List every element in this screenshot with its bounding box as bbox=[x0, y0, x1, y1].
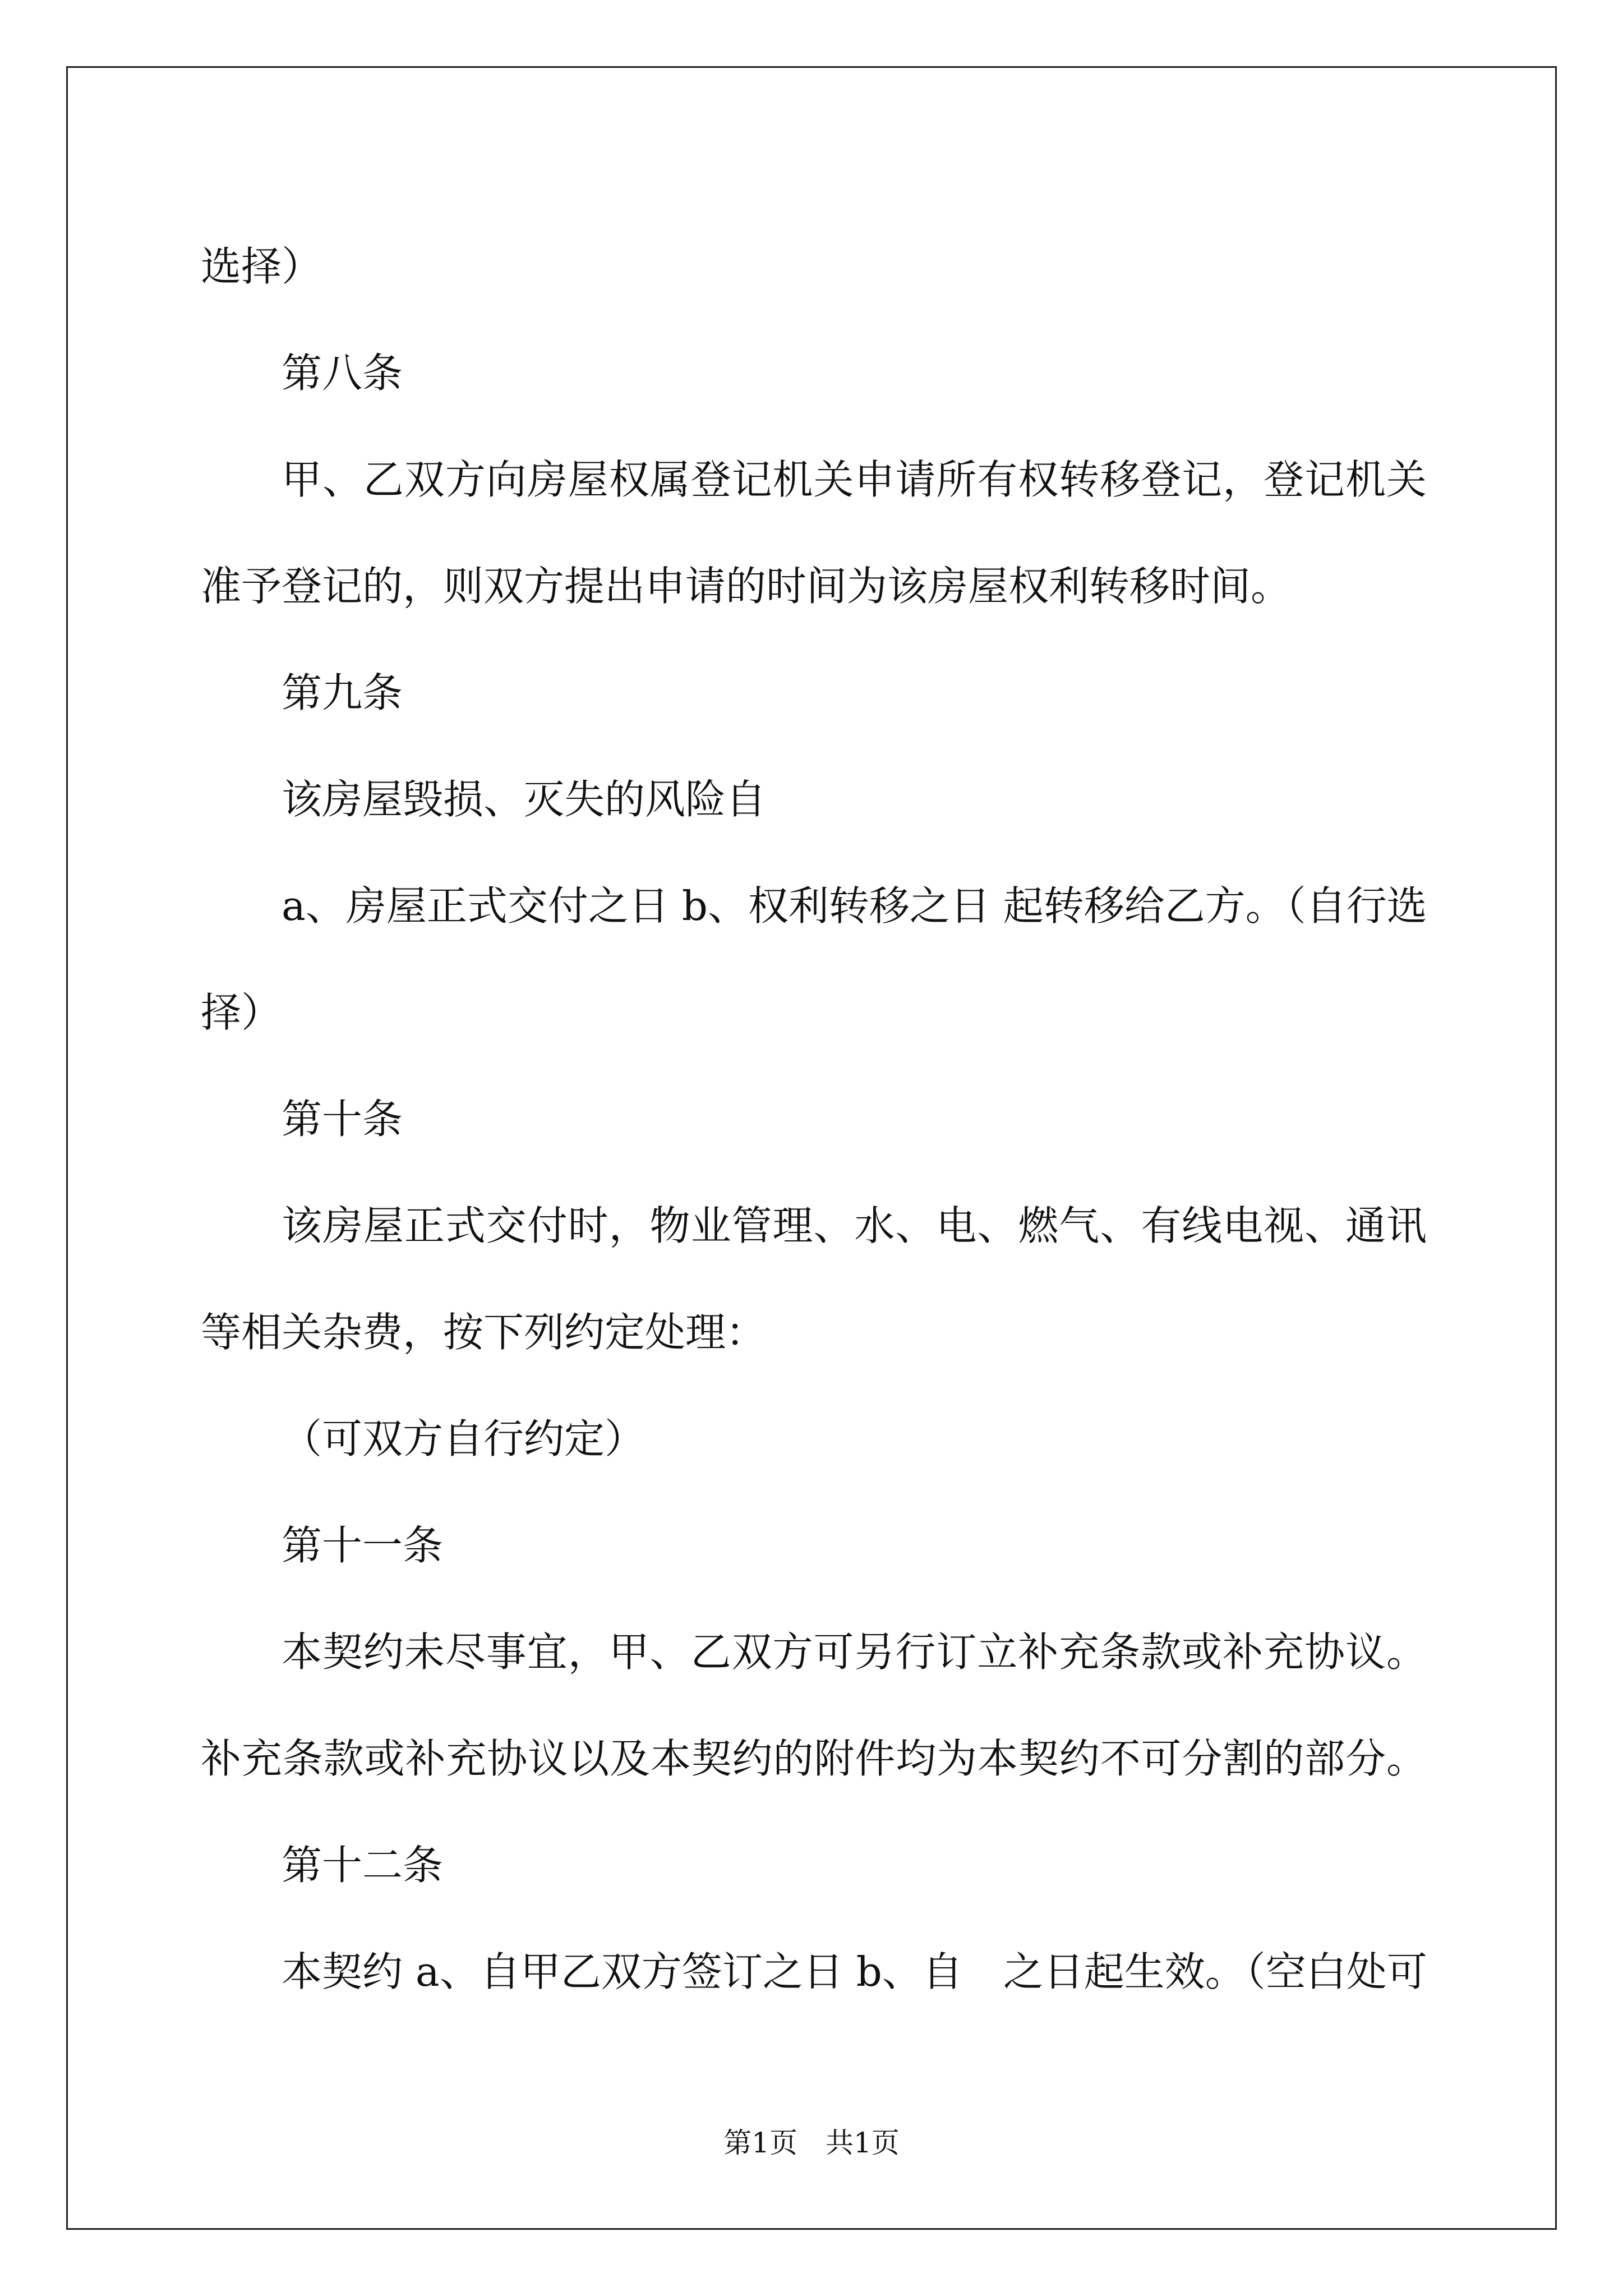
page-number-total: 共1页 bbox=[826, 2127, 900, 2159]
article-heading: 第八条 bbox=[282, 349, 403, 397]
page-footer bbox=[0, 2126, 1623, 2160]
document-body bbox=[201, 213, 1427, 2025]
text-line: 本契约未尽事宜，甲、乙双方可另行订立补充条款或补充协议。 bbox=[282, 1628, 1427, 1676]
text-line: 该房屋正式交付时，物业管理、水、电、燃气、有线电视、通讯 bbox=[282, 1202, 1427, 1249]
text-line: 选择） bbox=[201, 243, 322, 290]
text-line: 该房屋毁损、灭失的风险自 bbox=[282, 776, 767, 823]
text-line: 甲、乙双方向房屋权属登记机关申请所有权转移登记，登记机关 bbox=[282, 456, 1427, 503]
page-number-current: 第1页 bbox=[723, 2127, 797, 2159]
article-heading: 第十一条 bbox=[282, 1522, 444, 1569]
text-line: （可双方自行约定） bbox=[282, 1415, 645, 1462]
text-line: 等相关杂费，按下列约定处理： bbox=[201, 1309, 767, 1356]
article-heading: 第九条 bbox=[282, 669, 403, 716]
text-line: 本契约 a、自甲乙双方签订之日 b、自 之日起生效。（空白处可 bbox=[282, 1948, 1427, 1995]
article-heading: 第十条 bbox=[282, 1096, 403, 1143]
article-heading: 第十二条 bbox=[282, 1842, 444, 1889]
text-line: 择） bbox=[201, 989, 282, 1036]
text-line: a、房屋正式交付之日 b、权利转移之日 起转移给乙方。（自行选 bbox=[282, 882, 1427, 930]
text-line: 补充条款或补充协议以及本契约的附件均为本契约不可分割的部分。 bbox=[201, 1735, 1427, 1782]
text-line: 准予登记的，则双方提出申请的时间为该房屋权利转移时间。 bbox=[201, 563, 1292, 610]
